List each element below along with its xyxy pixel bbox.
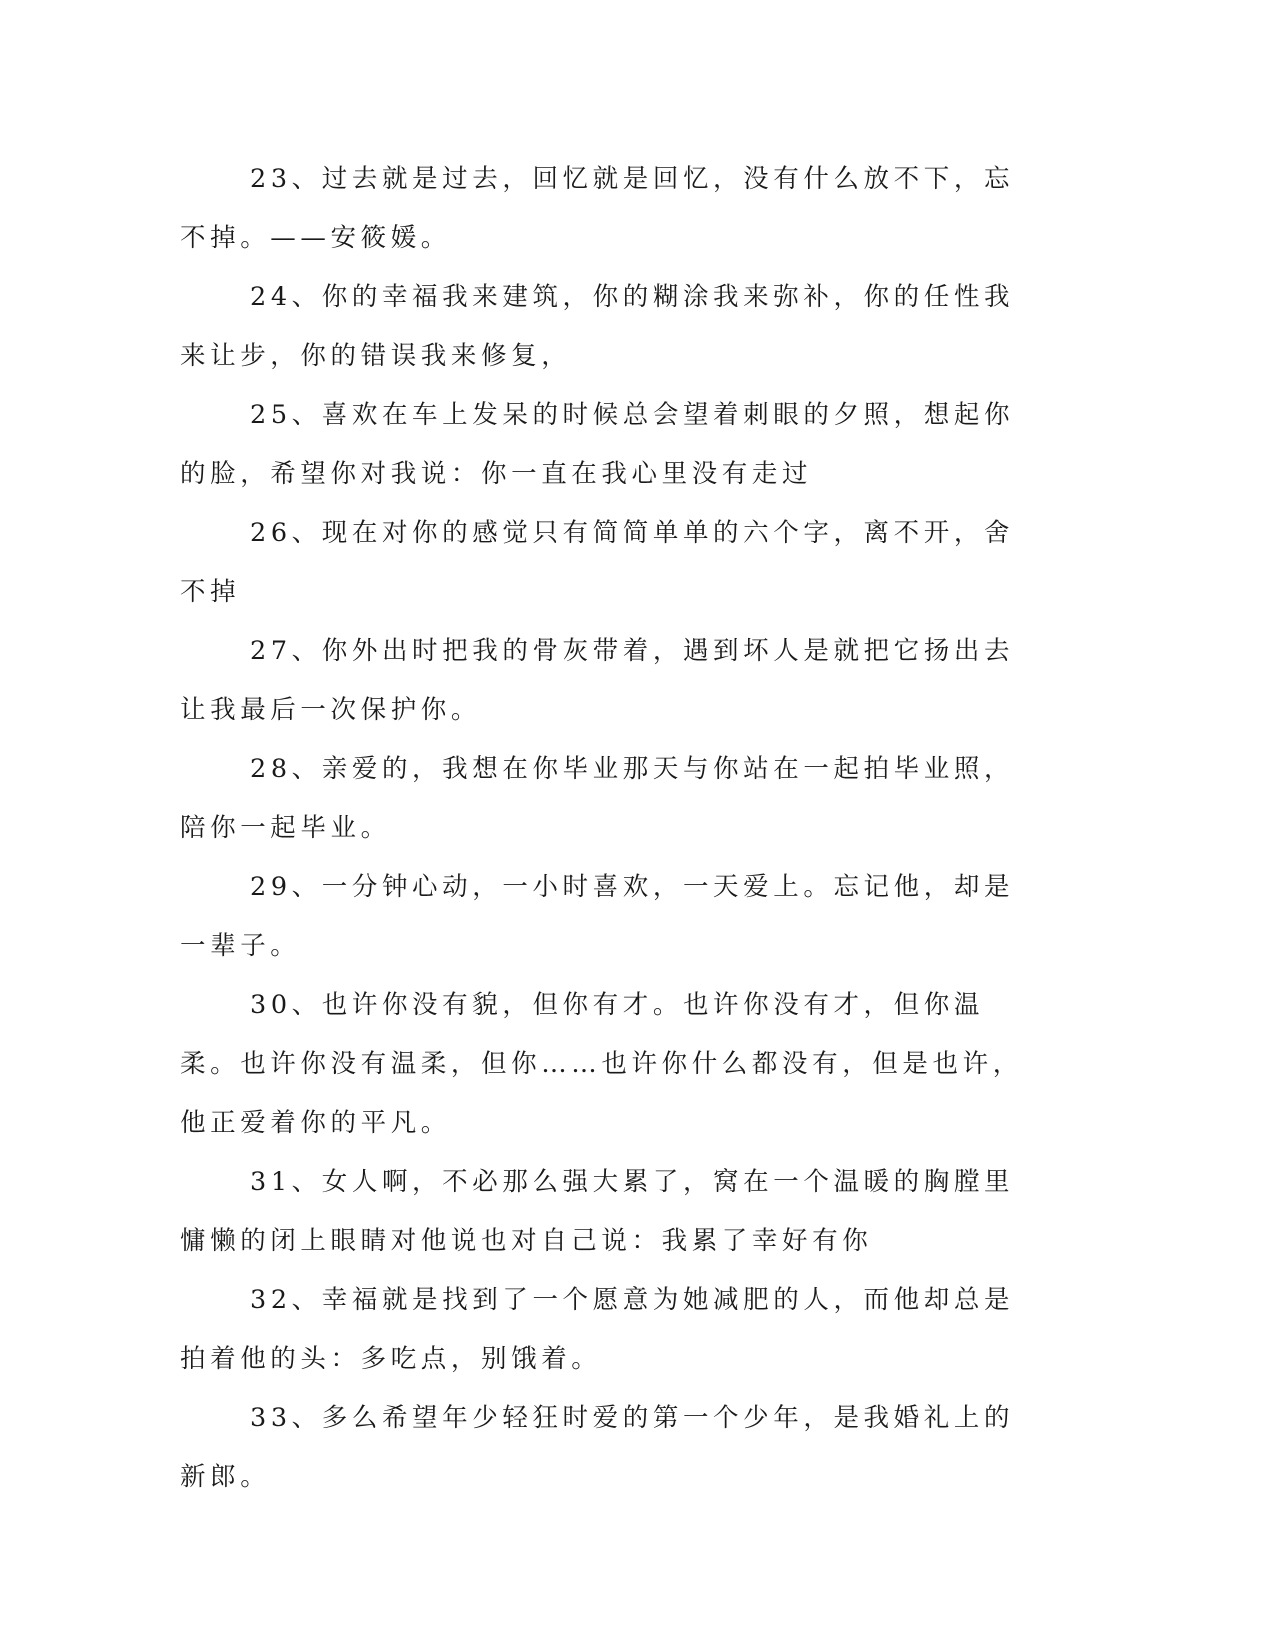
paragraph-33: 33、多么希望年少轻狂时爱的第一个少年，是我婚礼上的新郎。 [180, 1403, 1015, 1492]
paragraph-26: 26、现在对你的感觉只有简简单单的六个字，离不开，舍不掉 [180, 518, 1015, 607]
paragraph-28: 28、亲爱的，我想在你毕业那天与你站在一起拍毕业照，陪你一起毕业。 [180, 754, 1015, 843]
paragraph-29: 29、一分钟心动，一小时喜欢，一天爱上。忘记他，却是一辈子。 [180, 872, 1015, 961]
paragraph-25: 25、喜欢在车上发呆的时候总会望着刺眼的夕照，想起你的脸，希望你对我说：你一直在我心里没有走过 [180, 400, 1015, 489]
paragraph-31: 31、女人啊，不必那么强大累了，窝在一个温暖的胸膛里慵懒的闭上眼睛对他说也对自己说：我累了幸好有你 [180, 1167, 1015, 1256]
paragraph-30: 30、也许你没有貌，但你有才。也许你没有才，但你温柔。也许你没有温柔，但你……也许你什么都没有，但是也许，他正爱着你的平凡。 [180, 990, 1023, 1138]
document-body [180, 150, 1030, 1507]
paragraph-27: 27、你外出时把我的骨灰带着，遇到坏人是就把它扬出去让我最后一次保护你。 [180, 636, 1015, 725]
paragraph-32: 32、幸福就是找到了一个愿意为她减肥的人，而他却总是拍着他的头：多吃点，别饿着。 [180, 1285, 1015, 1374]
paragraph-24: 24、你的幸福我来建筑，你的糊涂我来弥补，你的任性我来让步，你的错误我来修复， [180, 282, 1015, 371]
paragraph-23: 23、过去就是过去，回忆就是回忆，没有什么放不下，忘不掉。——安筱媛。 [180, 164, 1015, 253]
